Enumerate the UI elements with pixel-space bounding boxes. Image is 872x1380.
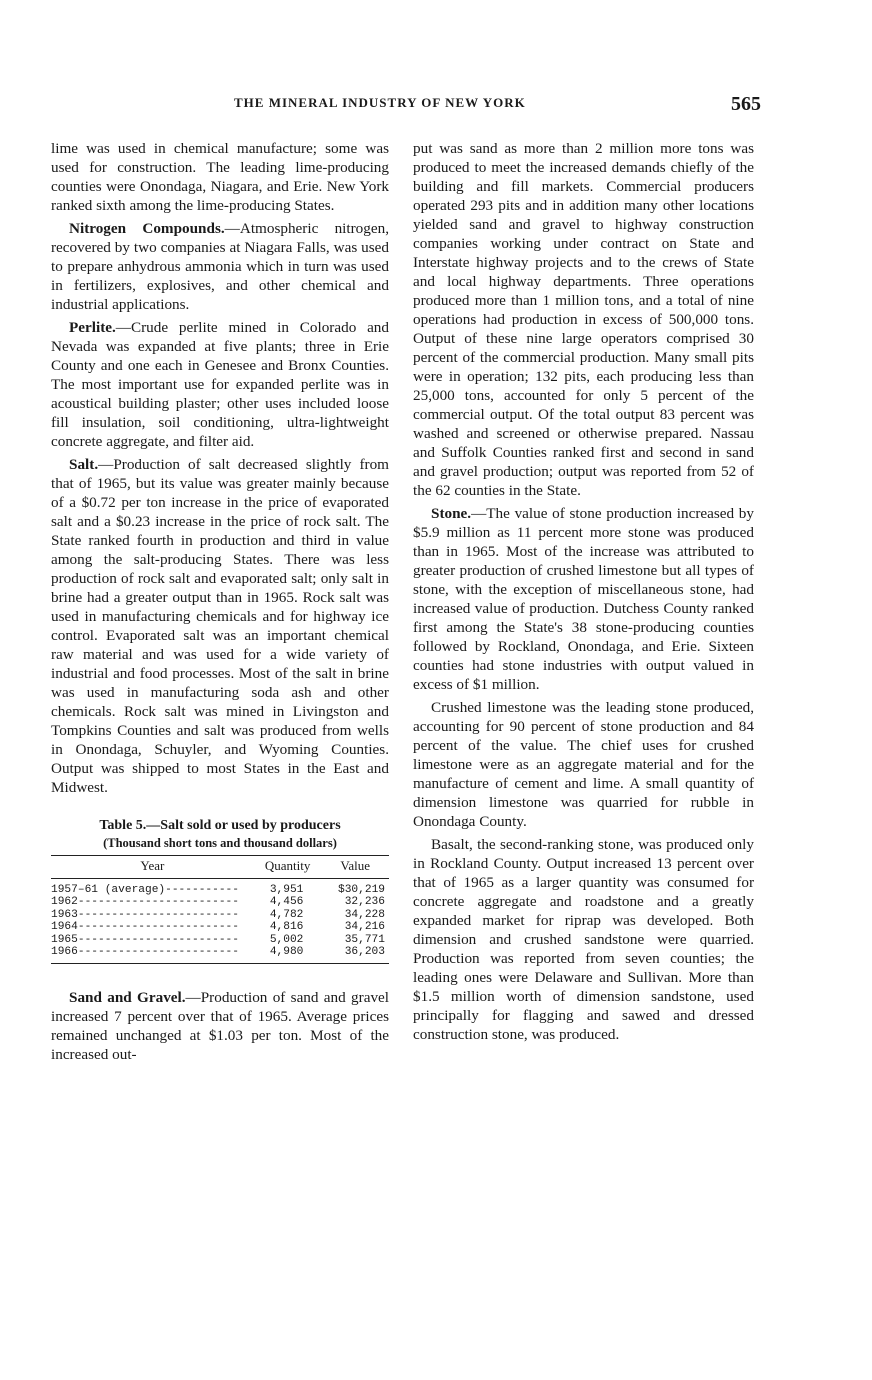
cell-value: $30,219	[338, 883, 385, 896]
cell-quantity: 4,816	[269, 921, 304, 933]
cell-value: 34,216	[344, 921, 385, 933]
text-salt: —Production of salt decreased slightly from that of 1965, but its value was greater mainly because of a $0.72 per ton increase in the price of evaporated salt and a $0.23 increase in the price of rock salt. The State ranked fourth in production and third in value among the salt-producing States. There was less production of rock salt and evaporated salt; only salt in brine had a greater output than in 1965. Rock salt was used in manufacturing chemicals and for highway ice control. Evaporated salt was an important chemical raw material and was used for a wide variety of industrial and food processes. Most of the salt in brine was used in manufacturing soda ash and other chemicals. Rock salt was mined in Livingston and Tompkins Counties and salt was produced from wells in Onondaga, Schuyler, and Wyoming Counties. Output was shipped to most States in the East and Midwest.	[51, 456, 389, 796]
cell-quantity: 4,980	[254, 946, 322, 963]
right-column	[413, 139, 754, 1048]
cell-quantity: 4,782	[269, 908, 304, 921]
paragraph-sand-and-gravel	[51, 988, 389, 1064]
cell-value: 35,771	[344, 933, 385, 946]
table-row	[51, 946, 389, 963]
salt-table-block	[51, 817, 389, 964]
running-head: THE MINERAL INDUSTRY OF NEW YORK	[234, 95, 526, 110]
cell-year: 1964------------------------	[51, 921, 239, 933]
page-header	[0, 93, 872, 123]
paragraph-lime-continued: lime was used in chemical manufacture; some was used for construction. The leading lime-producing counties were Onondaga, Niagara, and Erie. New York ranked sixth among the lime-producing States.	[51, 140, 389, 214]
paragraph-basalt: Basalt, the second-ranking stone, was produced only in Rockland County. Output increased 13 percent over that of 1965 as a larger quantity was consumed for concrete aggregate and roadstone and a greatly expanded market for riprap was developed. Both dimension and crushed sandstone were quarried. Production was reported from seven counties; the leading ones were Delaware and Sullivan. More than $1.5 million worth of dimension sandstone, used principally for flagging and sawed and dressed construction stone, was produced.	[413, 836, 754, 1043]
header-quantity: Quantity	[254, 856, 322, 879]
table-row	[51, 921, 389, 934]
text-perlite: —Crude perlite mined in Colorado and Nevada was expanded at five plants; three in Erie County and one each in Genesee and Bronx Counties. The most important use for expanded perlite was in acoustical building plaster; other uses included loose fill insulation, soil conditioning, ultra-lightweight concrete aggregate, and filter aid.	[51, 319, 389, 450]
heading-sand-and-gravel: Sand and Gravel.	[69, 988, 186, 1006]
text-nitrogen-compounds: —Atmospheric nitrogen, recovered by two companies at Niagara Falls, was used to prepare anhydrous ammonia which in turn was used in fertilizers, explosives, and other chemical and industrial applications.	[51, 220, 389, 313]
paragraph-nitrogen-compounds	[51, 219, 389, 314]
table-row	[51, 896, 389, 909]
cell-year: 1966------------------------	[51, 946, 254, 963]
cell-year: 1965------------------------	[51, 933, 239, 946]
heading-stone: Stone.	[431, 505, 472, 522]
cell-quantity: 5,002	[269, 933, 304, 946]
left-column	[51, 139, 389, 1068]
heading-salt: Salt.	[69, 456, 99, 473]
table-row	[51, 878, 389, 896]
paragraph-perlite	[51, 318, 389, 451]
table-row	[51, 934, 389, 947]
header-value: Value	[321, 856, 389, 879]
heading-perlite: Perlite.	[69, 319, 116, 336]
paragraph-stone	[413, 504, 754, 694]
heading-nitrogen-compounds: Nitrogen Compounds.	[69, 220, 225, 237]
cell-year: 1963------------------------	[51, 908, 239, 921]
table-subtitle: (Thousand short tons and thousand dollars)	[103, 836, 337, 850]
table-row	[51, 909, 389, 922]
header-year: Year	[51, 856, 254, 879]
paragraph-crushed-limestone: Crushed limestone was the leading stone produced, accounting for 90 percent of stone production and 84 percent of the value. The chief uses for crushed limestone were as an aggregate material and for the manufacture of cement and lime. A small quantity of dimension limestone was quarried for rubble in Onondaga County.	[413, 699, 754, 830]
cell-quantity: 4,456	[269, 896, 304, 908]
text-stone: —The value of stone production increased by $5.9 million as 11 percent more stone was produced than in 1965. Most of the increase was attributed to greater production of crushed limestone but all types of stone, with the exception of miscellaneous stone, had increased value of production. Dutchess County ranked first among the State's 38 stone-producing counties followed by Rockland, Onondaga, and Erie. Sixteen counties had stone industries with output valued in excess of $1 million.	[413, 505, 754, 693]
table-title: Table 5.—Salt sold or used by producers	[99, 818, 341, 833]
paragraph-sand-gravel-continued: put was sand as more than 2 million more tons was produced to meet the increased demands chiefly of the building and fill markets. Commercial producers operated 293 pits and in addition many other locations yielded sand and gravel to highway construction companies working under contract on State and Interstate highway projects and to the crews of State and local highway departments. Three operations produced more than 1 million tons, and a total of nine operations had production in excess of 500,000 tons. Output of these nine large operators comprised 30 percent of the commercial production. Many small pits were in operation; 132 pits, each producing less than 25,000 tons, accounted for only 5 percent of the commercial output. Of the total output 83 percent was washed and screened or otherwise prepared. Nassau and Suffolk Counties ranked first and second in sand and gravel production; output was reported from 52 of the 62 counties in the State.	[413, 140, 754, 499]
page-number: 565	[731, 93, 761, 115]
table-header-row	[51, 856, 389, 879]
cell-value: 32,236	[344, 896, 385, 908]
salt-table	[51, 855, 389, 964]
cell-year: 1962------------------------	[51, 896, 239, 908]
paragraph-salt	[51, 455, 389, 797]
cell-value: 36,203	[321, 946, 389, 963]
cell-value: 34,228	[344, 908, 385, 921]
cell-quantity: 3,951	[269, 883, 304, 896]
text-sand-and-gravel: —Production of sand and gravel increased 7 percent over that of 1965. Average prices remained unchanged at $1.03 per ton. Most of the increased out-	[51, 988, 389, 1063]
cell-year: 1957–61 (average)-----------	[51, 883, 239, 896]
